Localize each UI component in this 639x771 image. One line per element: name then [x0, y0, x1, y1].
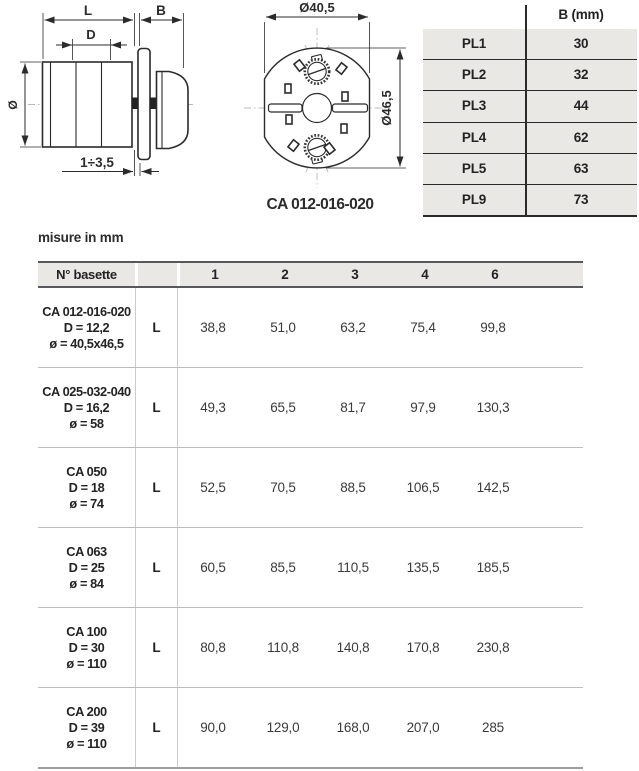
slot-left [269, 104, 303, 112]
l-cell: L [136, 688, 178, 767]
value-cell: 65,5 [270, 400, 296, 415]
table-row [38, 368, 583, 448]
side-view-drawing [0, 0, 200, 192]
model-cell: PL9 [461, 191, 487, 207]
table-row [38, 688, 583, 769]
b-table-row [423, 153, 637, 184]
shaft-left [132, 98, 139, 110]
basette-cell [38, 288, 136, 367]
model-dia: ø = 110 [66, 655, 107, 671]
value-cell: 62 [573, 129, 589, 145]
b-table-row [423, 59, 637, 90]
dim-label-b: B [156, 3, 166, 18]
value-cell: 51,0 [270, 320, 296, 335]
value-cell: 130,3 [476, 400, 510, 415]
model-dia: ø = 74 [69, 495, 104, 511]
shaft-hole [303, 94, 332, 123]
row-filler [528, 608, 583, 687]
value-cell: 63,2 [340, 320, 366, 335]
value-cell: 97,9 [410, 400, 436, 415]
b-table-row [423, 29, 637, 59]
l-cell: L [136, 368, 178, 447]
model-name: CA 050 [66, 463, 107, 479]
model-name: CA 200 [66, 703, 107, 719]
model-dia: ø = 110 [66, 735, 107, 751]
switch-body [43, 62, 133, 147]
value-cell: 88,5 [340, 480, 366, 495]
model-d: D = 25 [68, 559, 105, 575]
table-row [38, 608, 583, 688]
b-table-header [423, 2, 637, 29]
column-header-poles: 1 [211, 267, 219, 282]
b-dimension-table [423, 2, 637, 217]
value-cell: 32 [573, 67, 589, 83]
knob [157, 72, 189, 149]
value-cell: 110,5 [337, 560, 369, 575]
header-filler [530, 263, 583, 286]
value-cell: 207,0 [406, 720, 440, 735]
l-cell: L [136, 608, 178, 687]
value-cell: 81,7 [340, 400, 366, 415]
table-row [38, 288, 583, 368]
model-d: D = 39 [68, 719, 105, 735]
value-cell: 185,5 [476, 560, 510, 575]
l-cell: L [136, 448, 178, 527]
row-filler [528, 288, 583, 367]
row-filler [528, 448, 583, 527]
model-dia: ø = 40,5x46,5 [49, 335, 124, 351]
value-cell: 30 [573, 36, 589, 51]
basette-cell [38, 368, 136, 447]
value-cell: 52,5 [200, 480, 226, 495]
row-filler [528, 528, 583, 607]
column-header-poles: 6 [491, 267, 499, 282]
value-cell: 90,0 [200, 720, 226, 735]
dim-label-width: Ø40,5 [299, 0, 335, 15]
column-header-poles: 3 [351, 267, 359, 282]
value-cell: 110,8 [267, 640, 299, 655]
basette-cell [38, 688, 136, 767]
value-cell: 230,8 [476, 640, 510, 655]
slot-right [333, 104, 368, 112]
value-cell: 142,5 [476, 480, 510, 495]
value-cell: 73 [573, 191, 589, 207]
l-cell: L [136, 288, 178, 367]
model-d: D = 16,2 [63, 399, 110, 415]
model-name: CA 100 [66, 623, 107, 639]
column-header-l [138, 263, 177, 286]
model-cell: PL5 [461, 160, 487, 176]
model-d: D = 30 [68, 639, 105, 655]
dim-label-d: D [86, 27, 96, 42]
value-cell: 63 [573, 160, 589, 176]
basette-cell [38, 608, 136, 687]
b-table-row [423, 184, 637, 215]
table-row [38, 448, 583, 528]
model-cell: PL3 [461, 98, 487, 114]
model-name: CA 012-016-020 [42, 303, 131, 319]
b-table-row [423, 122, 637, 153]
model-cell: PL4 [461, 129, 487, 145]
model-cell: PL1 [461, 36, 487, 51]
mounting-flange [138, 49, 150, 160]
model-d: D = 18 [68, 479, 105, 495]
shaft-right [150, 98, 157, 110]
model-cell: PL2 [461, 67, 487, 83]
b-table-header-label: B (mm) [558, 7, 604, 22]
value-cell: 170,8 [406, 640, 440, 655]
dim-label-l: L [83, 3, 93, 18]
value-cell: 140,8 [336, 640, 370, 655]
front-view-drawing [230, 0, 430, 218]
column-header-poles: 4 [421, 267, 429, 282]
value-cell: 60,5 [200, 560, 226, 575]
model-name: CA 063 [66, 543, 107, 559]
dim-label-diameter: Ø [6, 100, 20, 110]
model-dia: ø = 58 [69, 415, 104, 431]
value-cell: 75,4 [410, 320, 436, 335]
value-cell: 106,5 [406, 480, 440, 495]
value-cell: 70,5 [270, 480, 296, 495]
value-cell: 80,8 [200, 640, 226, 655]
value-cell: 85,5 [270, 560, 296, 575]
value-cell: 168,0 [336, 720, 370, 735]
table-row [38, 528, 583, 608]
dimension-table [38, 261, 583, 769]
value-cell: 135,5 [406, 560, 440, 575]
b-table-row [423, 90, 637, 121]
value-cell: 44 [573, 98, 589, 114]
model-dia: ø = 84 [69, 575, 104, 591]
dim-label-height: Ø46,5 [379, 90, 394, 126]
row-filler [528, 688, 583, 767]
basette-cell [38, 448, 136, 527]
front-view-caption: CA 012-016-020 [266, 196, 374, 213]
value-cell: 38,8 [200, 320, 226, 335]
value-cell: 285 [482, 720, 504, 735]
l-cell: L [136, 528, 178, 607]
model-name: CA 025-032-040 [42, 383, 131, 399]
value-cell: 99,8 [480, 320, 506, 335]
dimension-table-header [38, 261, 583, 288]
basette-cell [38, 528, 136, 607]
column-header-poles: 2 [281, 267, 289, 282]
units-note: misure in mm [38, 230, 124, 245]
column-header-basette: N° basette [56, 267, 117, 282]
value-cell: 49,3 [200, 400, 226, 415]
row-filler [528, 368, 583, 447]
dim-label-panel-thickness: 1÷3,5 [80, 155, 114, 170]
model-d: D = 12,2 [63, 319, 110, 335]
value-cell: 129,0 [266, 720, 300, 735]
